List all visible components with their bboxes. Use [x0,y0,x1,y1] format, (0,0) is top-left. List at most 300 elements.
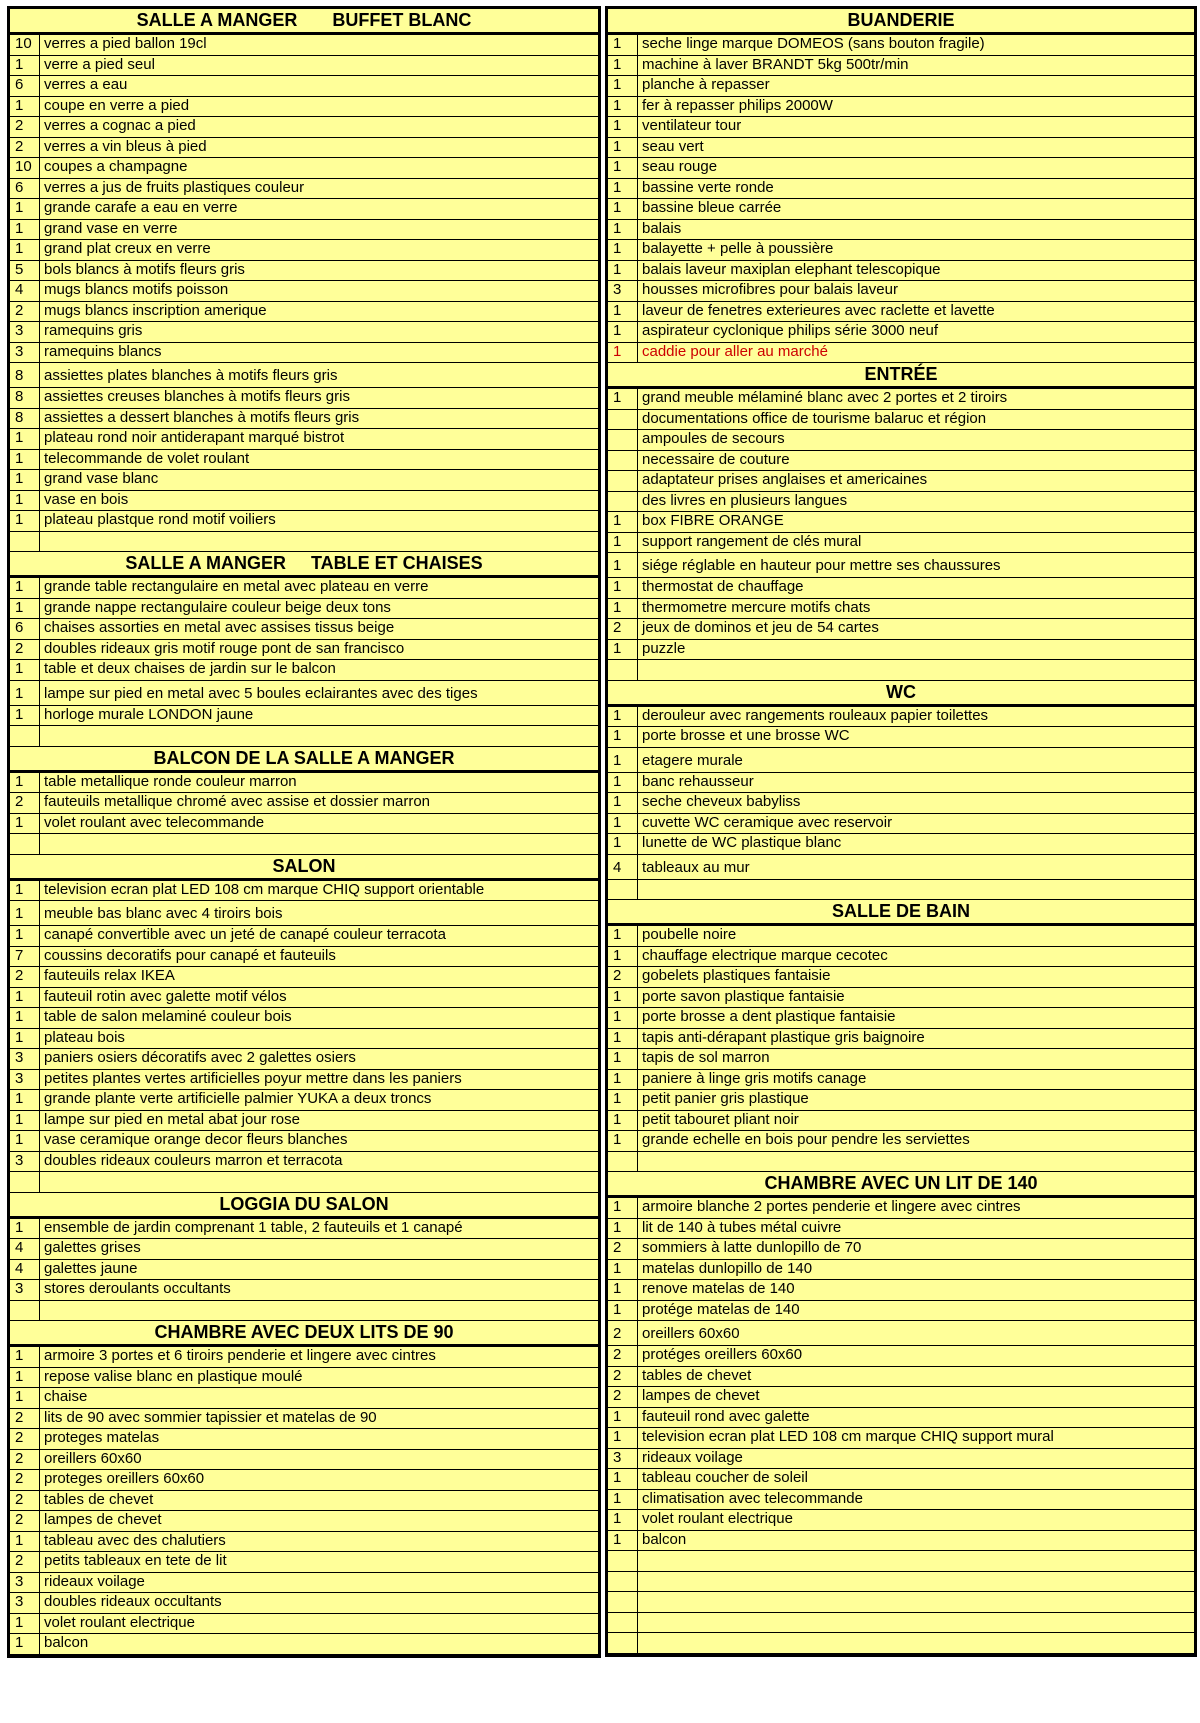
item-description: tables de chevet [44,1490,154,1508]
item-description: rideaux voilage [642,1448,743,1466]
item-description: seche linge marque DOMEOS (sans bouton fragile) [642,35,985,52]
inventory-row [608,1321,1194,1346]
inventory-row [10,1491,598,1512]
item-description: balayette + pelle à poussière [642,240,834,257]
item-description: lampes de chevet [44,1511,162,1528]
item-quantity: 2 [10,1470,40,1490]
section-header [10,1193,598,1219]
item-description [638,1633,1194,1653]
inventory-row [10,834,598,855]
inventory-row [608,947,1194,968]
inventory-row [608,1449,1194,1470]
inventory-row [10,1470,598,1491]
item-description: proteges oreillers 60x60 [44,1470,205,1487]
inventory-row [608,880,1194,901]
inventory-row [10,56,598,77]
item-description: tapis de sol marron [642,1049,770,1066]
item-quantity: 1 [10,1090,40,1110]
item-description: balais [642,219,682,237]
item-description: telecommande de volet roulant [44,449,250,467]
item-quantity: 2 [10,1450,40,1470]
item-description: rideaux voilage [44,1572,145,1590]
item-description: tableau coucher de soleil [642,1469,808,1486]
item-description: climatisation avec telecommande [642,1489,863,1507]
item-quantity: 1 [10,988,40,1008]
inventory-row [10,261,598,282]
section-title: CHAMBRE AVEC UN LIT DE 140 [764,1173,1038,1193]
item-description: bols blancs à motifs fleurs gris [44,260,245,278]
item-quantity: 3 [608,1449,638,1469]
inventory-row [608,1572,1194,1593]
item-description: petit panier gris plastique [642,1090,809,1107]
item-quantity: 1 [608,158,638,178]
inventory-row [608,660,1194,681]
inventory-row [10,1280,598,1301]
item-description: vase en bois [44,490,129,508]
item-quantity [608,430,638,450]
inventory-row [608,1346,1194,1367]
inventory-row [10,532,598,553]
item-quantity: 1 [10,1029,40,1049]
item-quantity: 1 [608,1049,638,1069]
inventory-row [608,1260,1194,1281]
item-quantity: 1 [10,901,40,925]
item-description: documentations office de tourisme balaruc et région [642,409,987,427]
inventory-row [10,363,598,388]
item-description: verres a cognac a pied [44,117,196,134]
item-quantity: 1 [10,926,40,946]
item-quantity: 4 [10,1239,40,1259]
inventory-row [10,97,598,118]
item-description: poubelle noire [642,926,737,943]
item-quantity: 2 [10,1409,40,1429]
item-quantity: 1 [608,1131,638,1151]
item-description: oreillers 60x60 [44,1449,142,1467]
inventory-row [608,322,1194,343]
inventory-row [608,451,1194,472]
inventory-row [10,220,598,241]
inventory-row [10,1450,598,1471]
item-quantity: 1 [608,1070,638,1090]
item-description: thermometre mercure motifs chats [642,598,871,616]
section-header [10,855,598,881]
inventory-row [10,302,598,323]
item-quantity: 1 [608,1029,638,1049]
item-quantity: 5 [10,261,40,281]
inventory-row [10,1239,598,1260]
item-quantity [608,1592,638,1612]
inventory-row [10,578,598,599]
item-quantity: 1 [608,179,638,199]
item-quantity: 4 [10,1260,40,1280]
item-description: table et deux chaises de jardin sur le balcon [44,660,336,677]
item-quantity: 1 [10,1131,40,1151]
item-description: verres a jus de fruits plastiques couleur [44,178,305,196]
item-quantity: 1 [608,512,638,532]
item-description: vase ceramique orange decor fleurs blanches [44,1131,348,1148]
inventory-row [608,1008,1194,1029]
item-description: oreillers 60x60 [642,1325,740,1342]
item-quantity: 2 [10,793,40,813]
inventory-row [608,343,1194,364]
item-description: ampoules de secours [642,430,785,447]
item-quantity: 2 [608,619,638,639]
item-description [40,532,598,552]
item-description: volet roulant electrique [642,1510,793,1527]
item-description: siége réglable en hauteur pour mettre ses chaussures [642,557,1001,574]
section-title: SALLE A MANGER TABLE ET CHAISES [125,553,483,573]
inventory-row [10,1368,598,1389]
section-header [10,552,598,578]
inventory-row [608,76,1194,97]
inventory-row [608,199,1194,220]
item-quantity: 3 [10,1152,40,1172]
inventory-row [608,834,1194,855]
inventory-row [10,35,598,56]
item-description: grand plat creux en verre [44,240,211,257]
inventory-row [10,343,598,364]
item-description: stores deroulants occultants [44,1280,231,1297]
inventory-row [10,450,598,471]
item-quantity: 1 [10,706,40,726]
item-description: table metallique ronde couleur marron [44,772,297,790]
inventory-row [608,1280,1194,1301]
item-quantity: 1 [608,199,638,219]
inventory-row [10,1347,598,1368]
item-quantity [608,1613,638,1633]
item-quantity: 1 [608,322,638,342]
item-description: laveur de fenetres exterieures avec raclette et lavette [642,301,995,319]
item-quantity: 1 [608,1198,638,1218]
item-quantity: 3 [608,281,638,301]
item-description: ramequins gris [44,322,143,339]
item-description: chaise [44,1388,88,1405]
item-description [40,726,598,746]
item-quantity: 1 [10,1614,40,1634]
inventory-row [608,1469,1194,1490]
inventory-row [608,1408,1194,1429]
item-quantity [608,471,638,491]
inventory-row [10,599,598,620]
item-description: mugs blancs inscription amerique [44,301,267,319]
item-quantity: 1 [10,773,40,793]
inventory-row [10,1573,598,1594]
item-quantity: 1 [608,1408,638,1428]
inventory-row [608,1152,1194,1173]
item-description: lampe sur pied en metal avec 5 boules eclairantes avec des tiges [44,684,478,702]
inventory-row [10,388,598,409]
item-quantity: 2 [608,1321,638,1345]
item-quantity: 2 [608,967,638,987]
section-title: SALLE DE BAIN [831,901,970,921]
item-quantity: 3 [10,1573,40,1593]
item-description: doubles rideaux couleurs marron et terracota [44,1151,343,1169]
item-quantity [608,1152,638,1172]
item-quantity: 1 [608,1490,638,1510]
item-quantity [10,834,40,854]
item-quantity: 1 [608,793,638,813]
item-description: petites plantes vertes artificielles poyur mettre dans les paniers [44,1069,462,1087]
item-quantity: 1 [608,97,638,117]
inventory-row [10,409,598,430]
item-description: doubles rideaux occultants [44,1593,222,1610]
item-quantity: 1 [10,429,40,449]
inventory-row [608,773,1194,794]
inventory-row [10,619,598,640]
inventory-row [608,138,1194,159]
item-description: assiettes a dessert blanches à motifs fleurs gris [44,408,360,426]
item-description: armoire blanche 2 portes penderie et lingere avec cintres [642,1198,1021,1215]
item-description: television ecran plat LED 108 cm marque CHIQ support orientable [44,880,485,898]
inventory-row [608,926,1194,947]
item-quantity: 1 [608,727,638,747]
item-quantity: 1 [608,947,638,967]
item-description: fer à repasser philips 2000W [642,96,833,114]
item-description: petits tableaux en tete de lit [44,1552,227,1569]
inventory-row [10,1388,598,1409]
item-description: mugs blancs motifs poisson [44,281,229,298]
item-description: balais laveur maxiplan elephant telescopique [642,260,941,278]
item-description: adaptateur prises anglaises et americaines [642,471,928,488]
inventory-row [10,988,598,1009]
item-description: banc rehausseur [642,772,754,790]
item-quantity: 1 [608,117,638,137]
item-description: tableaux au mur [642,858,750,876]
inventory-row [608,56,1194,77]
item-description: caddie pour aller au marché [642,342,828,360]
inventory-row [608,1592,1194,1613]
item-quantity: 1 [608,343,638,363]
inventory-row [608,1531,1194,1552]
item-quantity: 1 [608,599,638,619]
item-description [638,880,1194,900]
item-description: galettes jaune [44,1259,138,1277]
item-quantity [608,451,638,471]
item-quantity: 1 [608,1510,638,1530]
inventory-row [608,553,1194,578]
item-description: volet roulant avec telecommande [44,813,265,831]
item-description: verres a eau [44,76,128,93]
section-title: CHAMBRE AVEC DEUX LITS DE 90 [154,1322,454,1342]
inventory-row [608,281,1194,302]
inventory-row [10,1634,598,1655]
item-description: tapis anti-dérapant plastique gris baignoire [642,1028,925,1046]
item-quantity: 8 [10,388,40,408]
item-description: gobelets plastiques fantaisie [642,967,831,984]
item-quantity: 1 [608,926,638,946]
item-description: housses microfibres pour balais laveur [642,281,898,298]
item-description: television ecran plat LED 108 cm marque CHIQ support mural [642,1428,1054,1445]
inventory-row [10,1409,598,1430]
inventory-row [10,76,598,97]
inventory-row [10,1614,598,1635]
item-description: coussins decoratifs pour canapé et fauteuils [44,946,336,964]
item-description: lampe sur pied en metal abat jour rose [44,1110,300,1128]
item-description: derouleur avec rangements rouleaux papier toilettes [642,706,989,724]
item-description [638,1592,1194,1612]
inventory-row [608,640,1194,661]
item-quantity: 1 [608,748,638,772]
item-description: assiettes plates blanches à motifs fleurs gris [44,367,338,384]
item-description: matelas dunlopillo de 140 [642,1259,813,1277]
inventory-row [10,1260,598,1281]
item-description [638,1152,1194,1172]
item-quantity: 1 [608,578,638,598]
inventory-row [10,881,598,902]
item-description: support rangement de clés mural [642,532,862,550]
item-description: porte brosse a dent plastique fantaisie [642,1008,896,1025]
item-quantity: 1 [608,707,638,727]
inventory-row [10,1131,598,1152]
item-description [40,1172,598,1192]
section-title: WC [886,681,916,702]
item-description: paniere à linge gris motifs canage [642,1069,867,1087]
item-quantity: 1 [608,1428,638,1448]
item-description: ramequins blancs [44,342,162,360]
item-description: necessaire de couture [642,450,790,468]
inventory-row [10,179,598,200]
item-quantity: 1 [10,881,40,901]
inventory-row [608,1219,1194,1240]
item-quantity: 3 [10,322,40,342]
item-description: grande table rectangulaire en metal avec plateau en verre [44,578,429,595]
item-description [638,660,1194,680]
item-quantity: 6 [10,179,40,199]
item-description: fauteuil rond avec galette [642,1407,810,1425]
item-description: plateau plastque rond motif voiliers [44,511,276,528]
item-description: chauffage electrique marque cecotec [642,946,888,964]
inventory-row [608,1367,1194,1388]
inventory-row [10,926,598,947]
item-quantity: 1 [10,199,40,219]
item-quantity: 3 [10,1070,40,1090]
item-quantity: 7 [10,947,40,967]
item-quantity: 1 [10,1634,40,1654]
inventory-row [608,1490,1194,1511]
section-header [608,9,1194,35]
inventory-row [608,389,1194,410]
item-description: lit de 140 à tubes métal cuivre [642,1218,842,1236]
item-description: paniers osiers décoratifs avec 2 galettes osiers [44,1049,356,1066]
inventory-row [608,1613,1194,1634]
item-quantity [608,1633,638,1653]
inventory-row [10,1429,598,1450]
item-quantity: 1 [10,1532,40,1552]
item-quantity: 6 [10,619,40,639]
item-quantity: 1 [608,773,638,793]
item-quantity: 1 [608,1008,638,1028]
inventory-row [608,220,1194,241]
inventory-row [10,429,598,450]
inventory-row [10,1090,598,1111]
inventory-row [608,599,1194,620]
item-quantity: 1 [608,261,638,281]
inventory-row [10,1593,598,1614]
inventory-row [608,814,1194,835]
section-title: BUANDERIE [847,10,955,30]
item-quantity: 4 [608,855,638,879]
inventory-row [10,640,598,661]
item-quantity: 2 [10,1552,40,1572]
item-quantity: 1 [10,220,40,240]
item-quantity: 1 [608,220,638,240]
item-quantity: 1 [10,97,40,117]
item-description: doubles rideaux gris motif rouge pont de san francisco [44,639,405,657]
inventory-row [10,240,598,261]
item-quantity: 1 [608,814,638,834]
section-title: SALLE A MANGER BUFFET BLANC [136,10,472,30]
item-description: grande nappe rectangulaire couleur beige deux tons [44,598,391,616]
item-quantity: 1 [608,1469,638,1489]
item-quantity: 1 [10,1388,40,1408]
item-description: volet roulant electrique [44,1613,195,1631]
item-quantity: 1 [608,1090,638,1110]
item-quantity: 1 [608,1280,638,1300]
item-description: renove matelas de 140 [642,1280,795,1297]
item-description: coupes a champagne [44,158,188,175]
inventory-row [10,322,598,343]
item-quantity: 1 [10,1347,40,1367]
inventory-row [608,1551,1194,1572]
inventory-row [10,681,598,706]
item-description: lampes de chevet [642,1387,760,1404]
item-quantity [10,726,40,746]
inventory-row [608,855,1194,880]
item-quantity [608,880,638,900]
item-quantity: 1 [10,814,40,834]
item-description: porte savon plastique fantaisie [642,987,845,1005]
inventory-row [608,35,1194,56]
inventory-row [608,1131,1194,1152]
item-quantity: 1 [608,1260,638,1280]
item-quantity: 1 [10,491,40,511]
item-quantity: 2 [10,302,40,322]
inventory-row [10,138,598,159]
item-description: grande plante verte artificielle palmier YUKA a deux troncs [44,1090,432,1107]
item-description: aspirateur cyclonique philips série 3000 neuf [642,322,939,339]
item-quantity: 2 [10,1429,40,1449]
section-title: ENTRÉE [864,364,938,384]
section-header [10,1321,598,1347]
inventory-row [10,491,598,512]
item-description [638,1572,1194,1592]
inventory-row [10,901,598,926]
item-quantity [608,410,638,430]
section-header [10,9,598,35]
inventory-row [608,240,1194,261]
item-quantity: 1 [608,533,638,553]
inventory-row [608,492,1194,513]
item-quantity: 2 [10,967,40,987]
item-quantity: 1 [608,138,638,158]
item-description: jeux de dominos et jeu de 54 cartes [642,619,879,636]
item-quantity: 1 [608,302,638,322]
item-quantity: 1 [608,1219,638,1239]
item-quantity: 1 [10,1111,40,1131]
item-quantity: 1 [10,56,40,76]
item-quantity: 6 [10,76,40,96]
inventory-row [10,1532,598,1553]
inventory-row [608,619,1194,640]
item-quantity: 1 [10,470,40,490]
item-quantity: 1 [10,578,40,598]
inventory-row [10,1172,598,1193]
item-description: seche cheveux babyliss [642,793,801,810]
item-quantity: 1 [10,511,40,531]
item-quantity: 2 [10,1491,40,1511]
item-quantity: 2 [608,1239,638,1259]
item-quantity: 10 [10,158,40,178]
